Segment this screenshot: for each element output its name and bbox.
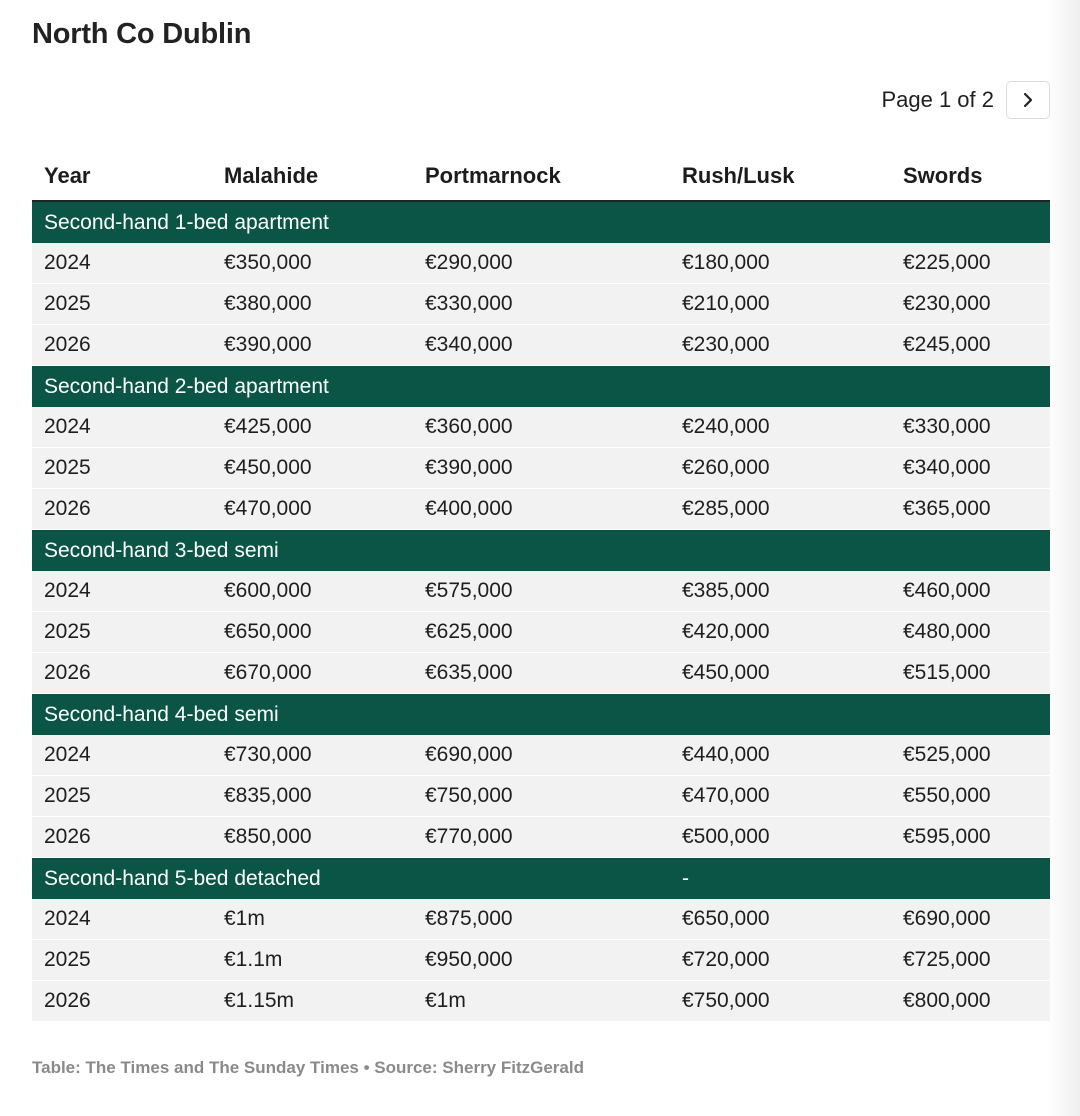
price-cell: €340,000 bbox=[891, 448, 1050, 489]
price-cell: €360,000 bbox=[413, 407, 670, 448]
price-cell: €750,000 bbox=[670, 981, 891, 1022]
group-header-row bbox=[32, 694, 1050, 736]
price-cell: €380,000 bbox=[212, 284, 413, 325]
table-row bbox=[32, 407, 1050, 448]
table-row bbox=[32, 735, 1050, 776]
price-cell: €730,000 bbox=[212, 735, 413, 776]
price-cell: €245,000 bbox=[891, 325, 1050, 366]
price-cell: €690,000 bbox=[413, 735, 670, 776]
table-row bbox=[32, 612, 1050, 653]
group-extra bbox=[670, 694, 1050, 736]
page-indicator: Page 1 of 2 bbox=[881, 87, 994, 112]
right-edge-shadow bbox=[1046, 0, 1080, 1116]
year-cell: 2024 bbox=[32, 407, 212, 448]
price-cell: €450,000 bbox=[670, 653, 891, 694]
price-cell: €390,000 bbox=[413, 448, 670, 489]
price-cell: €650,000 bbox=[212, 612, 413, 653]
group-header-row bbox=[32, 366, 1050, 408]
table-row bbox=[32, 981, 1050, 1022]
column-header-rush-lusk[interactable]: Rush/Lusk bbox=[670, 152, 891, 201]
price-cell: €770,000 bbox=[413, 817, 670, 858]
group-label: Second-hand 3-bed semi bbox=[32, 530, 670, 572]
column-header-malahide[interactable]: Malahide bbox=[212, 152, 413, 201]
price-cell: €290,000 bbox=[413, 243, 670, 284]
group-header-row bbox=[32, 201, 1050, 243]
price-cell: €1m bbox=[413, 981, 670, 1022]
price-cell: €670,000 bbox=[212, 653, 413, 694]
price-cell: €390,000 bbox=[212, 325, 413, 366]
price-cell: €210,000 bbox=[670, 284, 891, 325]
price-cell: €180,000 bbox=[670, 243, 891, 284]
year-cell: 2026 bbox=[32, 981, 212, 1022]
price-cell: €690,000 bbox=[891, 899, 1050, 940]
price-cell: €350,000 bbox=[212, 243, 413, 284]
table-body bbox=[32, 201, 1050, 1022]
price-cell: €330,000 bbox=[891, 407, 1050, 448]
group-label: Second-hand 5-bed detached bbox=[32, 858, 670, 900]
table-row bbox=[32, 571, 1050, 612]
group-header-row bbox=[32, 858, 1050, 900]
price-cell: €450,000 bbox=[212, 448, 413, 489]
price-cell: €1m bbox=[212, 899, 413, 940]
price-cell: €365,000 bbox=[891, 489, 1050, 530]
price-cell: €600,000 bbox=[212, 571, 413, 612]
price-cell: €285,000 bbox=[670, 489, 891, 530]
price-cell: €1.1m bbox=[212, 940, 413, 981]
table-row bbox=[32, 940, 1050, 981]
year-cell: 2025 bbox=[32, 612, 212, 653]
year-cell: 2025 bbox=[32, 448, 212, 489]
group-extra bbox=[670, 530, 1050, 572]
pagination bbox=[881, 80, 1050, 120]
year-cell: 2026 bbox=[32, 653, 212, 694]
price-cell: €425,000 bbox=[212, 407, 413, 448]
price-cell: €750,000 bbox=[413, 776, 670, 817]
price-cell: €330,000 bbox=[413, 284, 670, 325]
price-cell: €525,000 bbox=[891, 735, 1050, 776]
year-cell: 2025 bbox=[32, 776, 212, 817]
table-row bbox=[32, 653, 1050, 694]
group-extra bbox=[670, 366, 1050, 408]
table-row bbox=[32, 489, 1050, 530]
price-cell: €515,000 bbox=[891, 653, 1050, 694]
group-header-row bbox=[32, 530, 1050, 572]
price-cell: €470,000 bbox=[670, 776, 891, 817]
year-cell: 2024 bbox=[32, 243, 212, 284]
table-row bbox=[32, 776, 1050, 817]
price-cell: €850,000 bbox=[212, 817, 413, 858]
price-cell: €460,000 bbox=[891, 571, 1050, 612]
table-row bbox=[32, 817, 1050, 858]
price-cell: €575,000 bbox=[413, 571, 670, 612]
price-cell: €340,000 bbox=[413, 325, 670, 366]
table-row bbox=[32, 243, 1050, 284]
table-title: North Co Dublin bbox=[32, 18, 252, 50]
source-credit: Table: The Times and The Sunday Times • Source: Sherry FitzGerald bbox=[32, 1058, 584, 1077]
price-cell: €720,000 bbox=[670, 940, 891, 981]
price-cell: €875,000 bbox=[413, 899, 670, 940]
column-header-swords[interactable]: Swords bbox=[891, 152, 1050, 201]
group-extra: - bbox=[670, 858, 1050, 900]
price-cell: €230,000 bbox=[670, 325, 891, 366]
table-row bbox=[32, 899, 1050, 940]
price-cell: €950,000 bbox=[413, 940, 670, 981]
price-table bbox=[32, 152, 1050, 1022]
price-cell: €550,000 bbox=[891, 776, 1050, 817]
table-row bbox=[32, 325, 1050, 366]
table-row bbox=[32, 448, 1050, 489]
next-page-button[interactable] bbox=[1006, 81, 1050, 119]
group-label: Second-hand 4-bed semi bbox=[32, 694, 670, 736]
price-cell: €595,000 bbox=[891, 817, 1050, 858]
price-cell: €470,000 bbox=[212, 489, 413, 530]
column-header-year[interactable]: Year bbox=[32, 152, 212, 201]
price-cell: €625,000 bbox=[413, 612, 670, 653]
column-header-portmarnock[interactable]: Portmarnock bbox=[413, 152, 670, 201]
table-row bbox=[32, 284, 1050, 325]
year-cell: 2025 bbox=[32, 284, 212, 325]
group-extra bbox=[670, 201, 1050, 243]
year-cell: 2025 bbox=[32, 940, 212, 981]
group-label: Second-hand 1-bed apartment bbox=[32, 201, 670, 243]
price-cell: €1.15m bbox=[212, 981, 413, 1022]
price-cell: €480,000 bbox=[891, 612, 1050, 653]
price-cell: €230,000 bbox=[891, 284, 1050, 325]
price-cell: €260,000 bbox=[670, 448, 891, 489]
year-cell: 2024 bbox=[32, 899, 212, 940]
header-row bbox=[32, 152, 1050, 201]
price-cell: €225,000 bbox=[891, 243, 1050, 284]
price-cell: €420,000 bbox=[670, 612, 891, 653]
group-label: Second-hand 2-bed apartment bbox=[32, 366, 670, 408]
year-cell: 2024 bbox=[32, 735, 212, 776]
year-cell: 2026 bbox=[32, 817, 212, 858]
price-cell: €835,000 bbox=[212, 776, 413, 817]
price-cell: €385,000 bbox=[670, 571, 891, 612]
price-cell: €725,000 bbox=[891, 940, 1050, 981]
year-cell: 2026 bbox=[32, 489, 212, 530]
chevron-right-icon bbox=[1020, 92, 1036, 108]
price-cell: €400,000 bbox=[413, 489, 670, 530]
price-cell: €635,000 bbox=[413, 653, 670, 694]
price-cell: €800,000 bbox=[891, 981, 1050, 1022]
price-cell: €240,000 bbox=[670, 407, 891, 448]
price-cell: €500,000 bbox=[670, 817, 891, 858]
price-cell: €440,000 bbox=[670, 735, 891, 776]
year-cell: 2024 bbox=[32, 571, 212, 612]
price-cell: €650,000 bbox=[670, 899, 891, 940]
year-cell: 2026 bbox=[32, 325, 212, 366]
